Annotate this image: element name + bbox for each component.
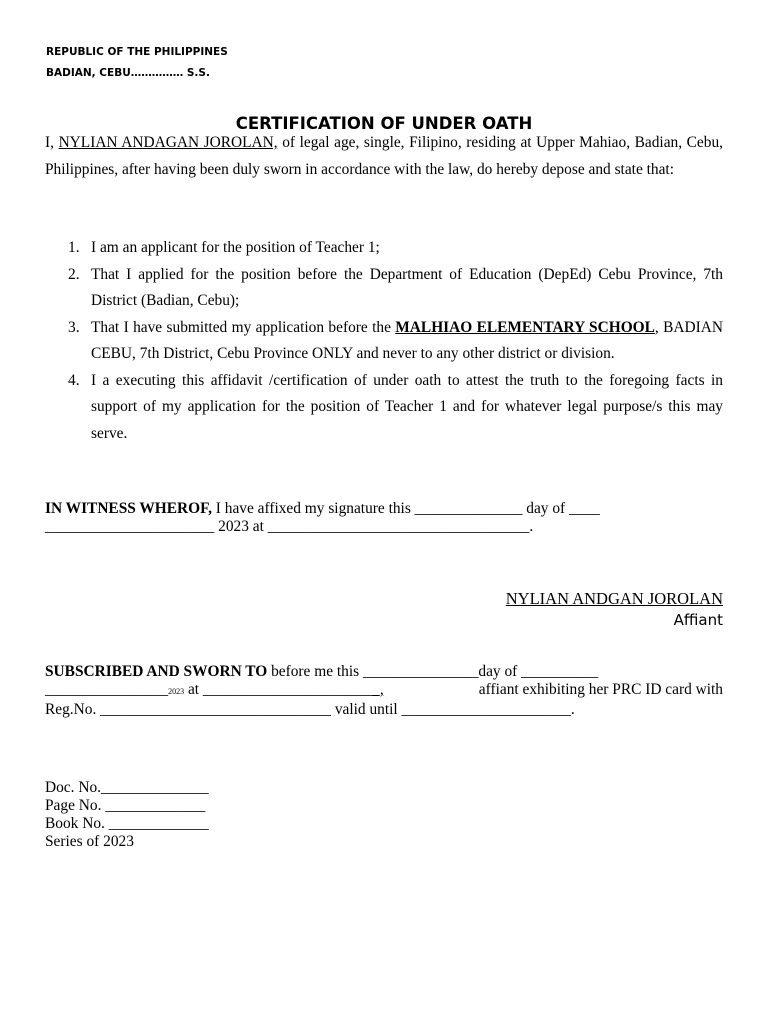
list-item [45,235,723,262]
witness-text-1: I have affixed my signature this ______________ day of ____ [211,500,600,517]
witness-line-2: ______________________ 2023 at __________________________________. [45,518,534,535]
subscribed-lead: SUBSCRIBED AND SWORN TO [45,663,268,680]
document-title: CERTIFICATION OF UNDER OATH [235,114,533,133]
affiant-name-inline: NYLIAN ANDAGAN JOROLAN, [58,134,278,151]
list-item-number: 3. [68,318,80,336]
blank-line: ________________ [45,681,169,698]
intro-rest: of legal age, single, Filipino, residing at Upper Mahiao, Badian, Cebu, Philippines, after having been duly sworn in accordance with the law, do hereby depose and state that: [45,134,723,178]
year-small: 2023 [168,687,185,696]
series-year: Series of 2023 [45,833,134,850]
subscribed-clause [45,663,723,719]
list-item [45,262,723,315]
header-republic: REPUBLIC OF THE PHILIPPINES [46,46,228,58]
subscribed-text-2a [45,681,384,701]
signature-block [506,589,723,629]
list-item-number: 1. [68,239,80,256]
list-item [45,315,723,368]
list-item-number: 4. [68,371,80,389]
comma-underline: _, [372,681,384,698]
statement-list [45,235,723,447]
subscribed-line-2 [45,681,723,701]
list-item [45,368,723,448]
intro-prefix: I, [45,134,59,151]
witness-clause [45,500,725,536]
page-number: Page No. _____________ [45,797,206,814]
list-item-text-post: , BADIAN CEBU, 7th District, Cebu Province ONLY and never to any other district or division. [91,318,723,362]
affiant-label: Affiant [673,611,723,629]
subscribed-text-1: before me this _______________day of __________ [267,663,599,680]
list-item-text: I am an applicant for the position of Teacher 1; [91,239,380,256]
subscribed-line-1 [45,663,723,681]
doc-number: Doc. No.______________ [45,779,209,796]
subscribed-line-3: Reg.No. ______________________________ valid until ______________________. [45,701,575,718]
list-item-text: That I applied for the position before the Department of Education (DepEd) Cebu Province, 7th District (Badian, Cebu); [91,265,723,309]
place-blank: at ______________________ [184,681,373,698]
intro-paragraph [45,130,723,183]
affiant-name-signature: NYLIAN ANDGAN JOROLAN [505,589,723,608]
list-item-text-pre: That I have submitted my application before the [91,318,396,336]
witness-line-1 [45,500,725,518]
list-item-text: I a executing this affidavit /certification of under oath to attest the truth to the foregoing facts in support of my application for the position of Teacher 1 and for whatever legal purpose/s this may serve. [91,371,723,442]
school-name: MALHIAO ELEMENTARY SCHOOL [395,318,655,336]
book-number: Book No. _____________ [45,815,209,832]
witness-lead: IN WITNESS WHEROF, [45,500,212,517]
notary-block [45,779,209,851]
list-item-number: 2. [68,265,80,283]
subscribed-text-2d: affiant exhibiting her PRC ID card with [478,681,723,698]
header-location: BADIAN, CEBU…………… S.S. [46,67,210,79]
